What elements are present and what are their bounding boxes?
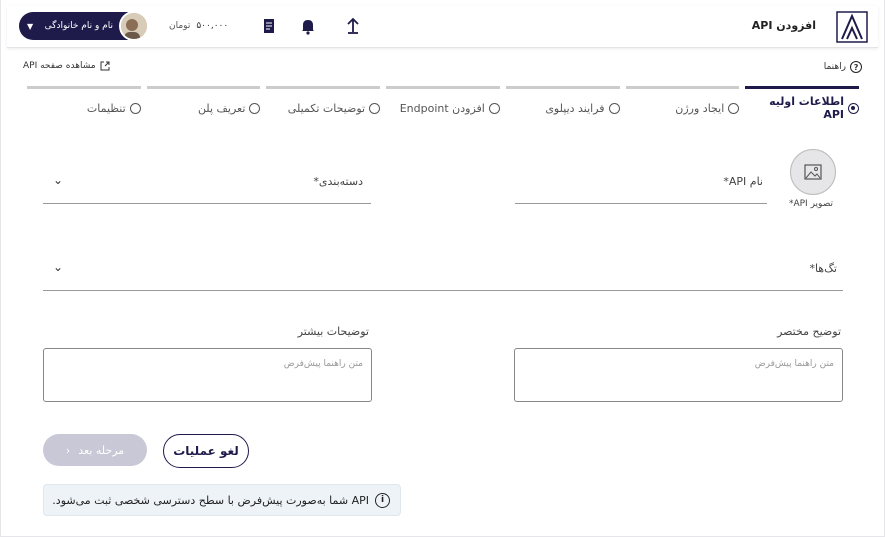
image-icon <box>803 162 823 182</box>
more-desc-textarea[interactable]: متن راهنما پیش‌فرض <box>43 348 372 402</box>
top-bar <box>7 6 878 48</box>
radio-icon <box>369 103 380 114</box>
step-label: فرایند دیپلوی <box>545 101 605 115</box>
step-label: ایجاد ورژن <box>675 101 725 115</box>
radio-icon <box>489 103 500 114</box>
bell-icon[interactable] <box>299 17 317 35</box>
help-link[interactable] <box>824 61 862 73</box>
receipt-icon[interactable] <box>260 17 278 35</box>
step-label: اطلاعات اولیه API <box>769 95 844 121</box>
radio-icon <box>609 103 620 114</box>
step-create-version[interactable] <box>626 86 740 121</box>
view-page-label: مشاهده صفحه API <box>23 61 96 71</box>
step-label: افزودن Endpoint <box>399 101 485 115</box>
chevron-down-icon: ⌄ <box>53 173 64 187</box>
step-define-plan[interactable] <box>147 86 261 121</box>
logo-icon <box>836 11 868 43</box>
radio-icon <box>130 103 141 114</box>
cancel-button[interactable]: لغو عملیات <box>163 434 249 468</box>
next-step-label: مرحله بعد <box>78 443 125 457</box>
info-icon: i <box>375 493 390 508</box>
page-title: افزودن API <box>751 19 816 32</box>
step-add-endpoint[interactable] <box>386 86 500 121</box>
view-api-page-link[interactable] <box>23 61 110 71</box>
avatar-photo-icon <box>119 13 147 41</box>
step-deploy-process[interactable] <box>506 86 620 121</box>
next-step-button[interactable] <box>43 434 147 466</box>
category-label: دسته‌بندی* <box>313 175 363 188</box>
step-basic-info[interactable] <box>745 86 859 121</box>
balance-amount: ۵۰۰,۰۰۰ <box>196 21 229 31</box>
step-settings[interactable] <box>27 86 141 121</box>
question-icon: ? <box>850 61 862 73</box>
notice-text: API شما به‌صورت پیش‌فرض با سطح دسترسی شخصی ثبت می‌شود. <box>52 493 369 507</box>
step-label: تعریف پلن <box>197 101 246 115</box>
help-label: راهنما <box>823 62 846 72</box>
balance <box>169 21 228 31</box>
info-notice <box>43 484 401 516</box>
radio-icon <box>728 103 739 114</box>
chevron-down-icon: ⌄ <box>53 260 64 274</box>
tags-select[interactable] <box>43 260 843 291</box>
upload-arrow-icon[interactable] <box>344 17 362 35</box>
radio-icon <box>848 103 859 114</box>
user-menu-button[interactable] <box>19 12 147 40</box>
chevron-down-icon: ▼ <box>27 21 34 31</box>
avatar <box>119 11 149 41</box>
short-desc-label: توضیح مختصر <box>777 325 841 338</box>
step-label: تنظیمات <box>86 101 126 115</box>
short-desc-textarea[interactable]: متن راهنما پیش‌فرض <box>514 348 843 402</box>
chevron-left-icon: ‹ <box>65 443 71 457</box>
api-image-label: تصویر API* <box>788 199 834 209</box>
step-label: توضیحات تکمیلی <box>287 101 366 115</box>
balance-currency: تومان <box>169 21 191 31</box>
api-name-label: نام API* <box>723 175 763 188</box>
stepper <box>27 86 859 121</box>
more-desc-label: توضیحات بیشتر <box>297 325 369 338</box>
step-additional-desc[interactable] <box>266 86 380 121</box>
user-name: نام و نام خانوادگی <box>44 21 113 31</box>
radio-icon <box>249 103 260 114</box>
external-link-icon <box>100 61 110 71</box>
api-name-field[interactable] <box>515 175 767 204</box>
api-image-upload[interactable] <box>790 149 836 195</box>
category-select[interactable] <box>43 173 371 204</box>
tags-label: تگ‌ها* <box>809 262 837 275</box>
